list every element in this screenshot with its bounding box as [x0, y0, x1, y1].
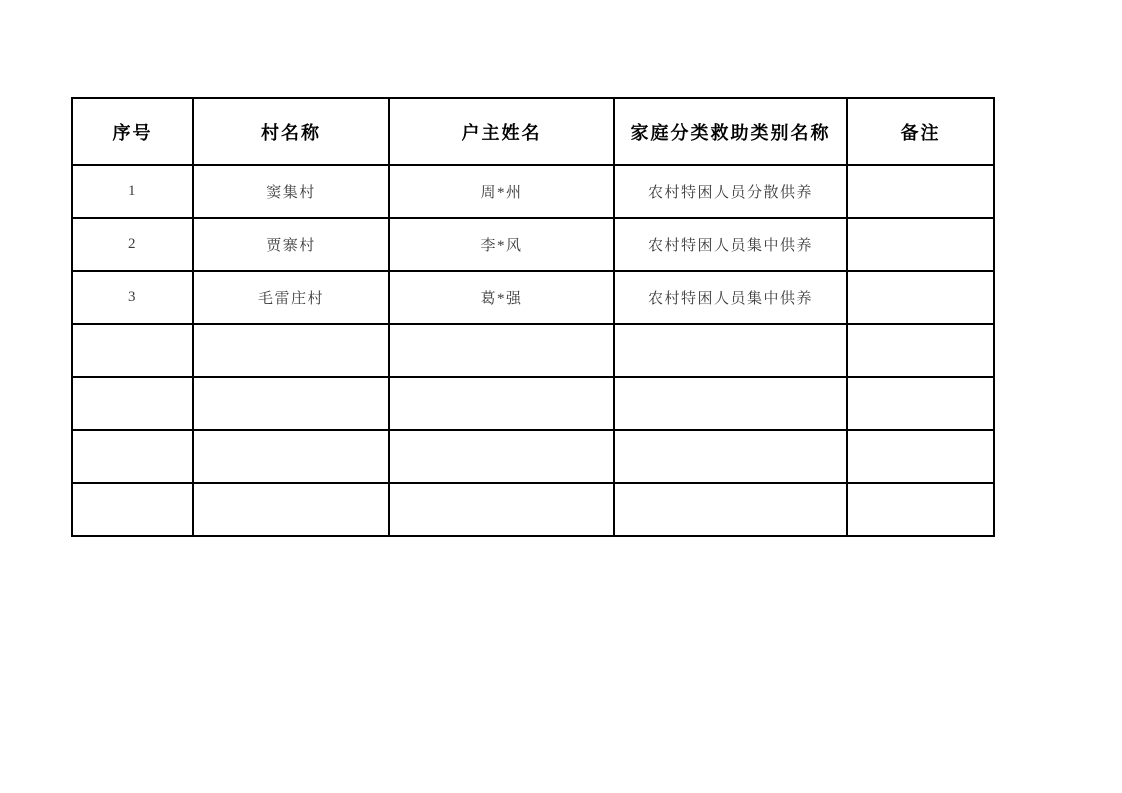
cell-assistance-category: 农村特困人员分散供养	[614, 165, 847, 218]
cell-household-head-name	[389, 483, 614, 536]
table-row-empty	[72, 324, 994, 377]
header-cell-household-head-name: 户主姓名	[389, 98, 614, 165]
assistance-category-table	[71, 97, 995, 537]
header-cell-serial-number: 序号	[72, 98, 193, 165]
cell-serial-number: 2	[72, 218, 193, 271]
table-row-empty	[72, 377, 994, 430]
table-row	[72, 218, 994, 271]
cell-household-head-name: 葛*强	[389, 271, 614, 324]
table-row-empty	[72, 430, 994, 483]
cell-household-head-name	[389, 430, 614, 483]
cell-household-head-name	[389, 324, 614, 377]
cell-remarks	[847, 377, 994, 430]
cell-assistance-category	[614, 324, 847, 377]
cell-remarks	[847, 218, 994, 271]
cell-household-head-name	[389, 377, 614, 430]
table-row	[72, 271, 994, 324]
cell-assistance-category: 农村特困人员集中供养	[614, 271, 847, 324]
cell-assistance-category	[614, 377, 847, 430]
cell-village-name: 贾寨村	[193, 218, 389, 271]
cell-village-name: 窦集村	[193, 165, 389, 218]
cell-household-head-name: 李*风	[389, 218, 614, 271]
cell-village-name	[193, 324, 389, 377]
cell-remarks	[847, 165, 994, 218]
cell-serial-number	[72, 483, 193, 536]
header-cell-assistance-category-name: 家庭分类救助类别名称	[614, 98, 847, 165]
table-row	[72, 165, 994, 218]
cell-village-name	[193, 483, 389, 536]
cell-serial-number: 1	[72, 165, 193, 218]
cell-serial-number: 3	[72, 271, 193, 324]
cell-assistance-category	[614, 430, 847, 483]
header-row	[72, 98, 994, 165]
cell-village-name: 毛雷庄村	[193, 271, 389, 324]
cell-remarks	[847, 483, 994, 536]
cell-serial-number	[72, 324, 193, 377]
cell-assistance-category: 农村特困人员集中供养	[614, 218, 847, 271]
cell-remarks	[847, 271, 994, 324]
table-body	[72, 165, 994, 536]
cell-serial-number	[72, 430, 193, 483]
cell-household-head-name: 周*州	[389, 165, 614, 218]
cell-assistance-category	[614, 483, 847, 536]
cell-village-name	[193, 377, 389, 430]
table-row-empty	[72, 483, 994, 536]
cell-serial-number	[72, 377, 193, 430]
table-header	[72, 98, 994, 165]
cell-village-name	[193, 430, 389, 483]
header-cell-village-name: 村名称	[193, 98, 389, 165]
cell-remarks	[847, 324, 994, 377]
cell-remarks	[847, 430, 994, 483]
header-cell-remarks: 备注	[847, 98, 994, 165]
